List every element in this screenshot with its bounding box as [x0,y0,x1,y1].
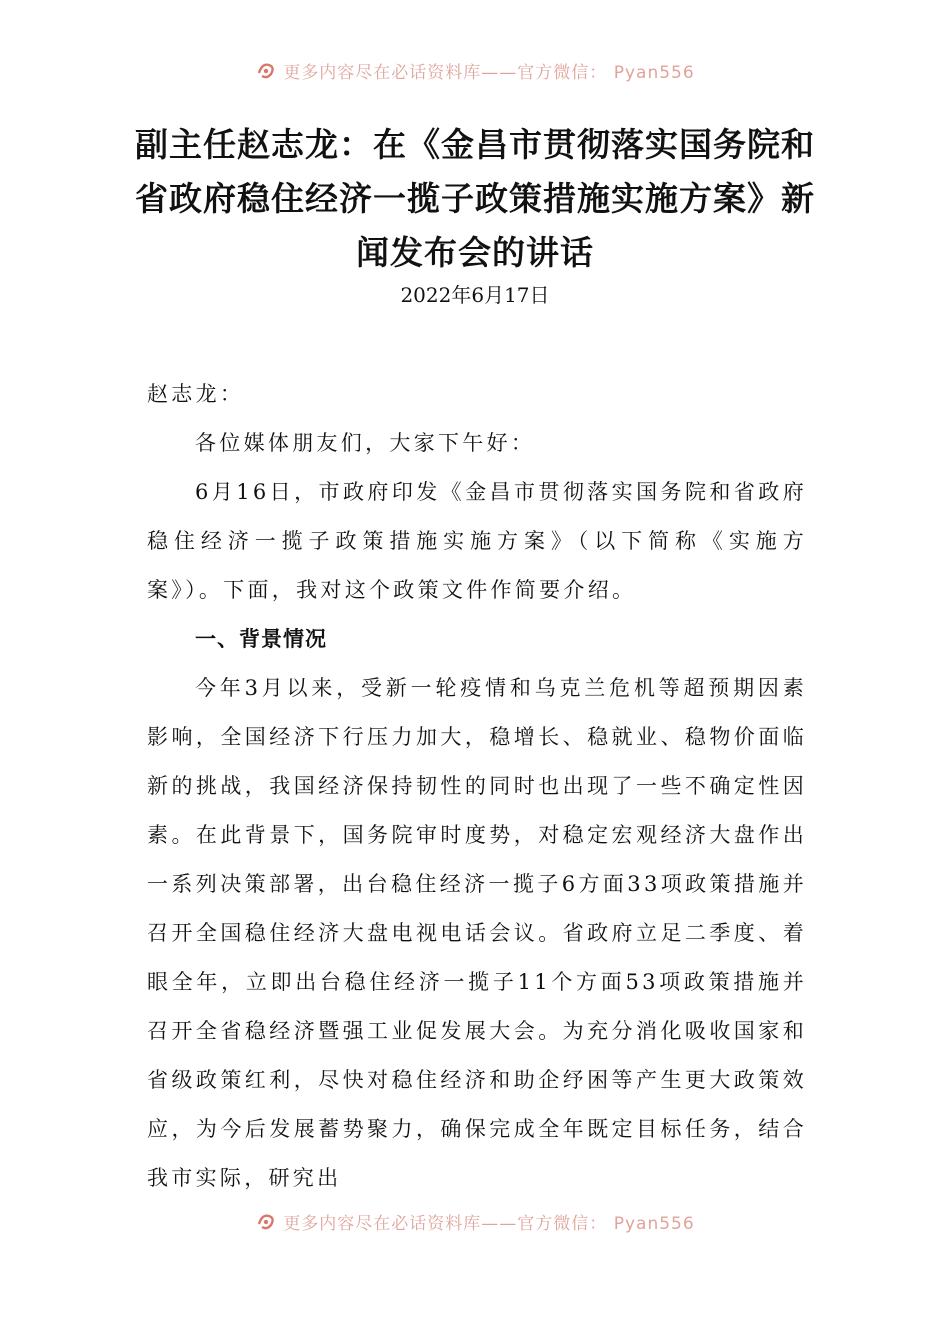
section-heading-background: 一、背景情况 [195,627,327,651]
watermark-text: 更多内容尽在必话资料库——官方微信： Pyan556 [283,62,695,83]
watermark-logo-icon [255,1210,277,1232]
document-title: 副主任赵志龙：在《金昌市贯彻落实国务院和省政府稳住经济一揽子政策措施实施方案》新闻发布会的讲话 [135,125,815,272]
speaker-label: 赵志龙： [147,382,245,406]
greeting-paragraph: 各位媒体朋友们，大家下午好： [195,431,536,455]
background-paragraph: 今年3月以来，受新一轮疫情和乌克兰危机等超预期因素影响，全国经济下行压力加大，稳增长、稳就业、稳物价面临新的挑战，我国经济保持韧性的同时也出现了一些不确定性因素。在此背景下，国务院审时度势，对稳定宏观经济大盘作出一系列决策部署，出台稳住经济一揽子6方面33项政策措施并召开全国稳住经济大盘电视电话会议。省政府立足二季度、着眼全年，立即出台稳住经济一揽子11个方面53项政策措施并召开全省稳经济暨强工业促发展大会。为充分消化吸收国家和省级政策红利，尽快对稳住经济和助企纾困等产生更大政策效应，为今后发展蓄势聚力，确保完成全年既定目标任务，结合我市实际，研究出 [147,676,807,1190]
watermark-text: 更多内容尽在必话资料库——官方微信： Pyan556 [283,1213,695,1234]
watermark-top [0,56,950,84]
document-date: 2022年6月17日 [400,283,550,307]
watermark-bottom [0,1207,950,1235]
intro-paragraph: 6月16日，市政府印发《金昌市贯彻落实国务院和省政府稳住经济一揽子政策措施实施方案》（以下简称《实施方案》）。下面，我对这个政策文件作简要介绍。 [147,480,807,602]
document-body [147,370,807,1203]
watermark-logo-icon [255,59,277,81]
